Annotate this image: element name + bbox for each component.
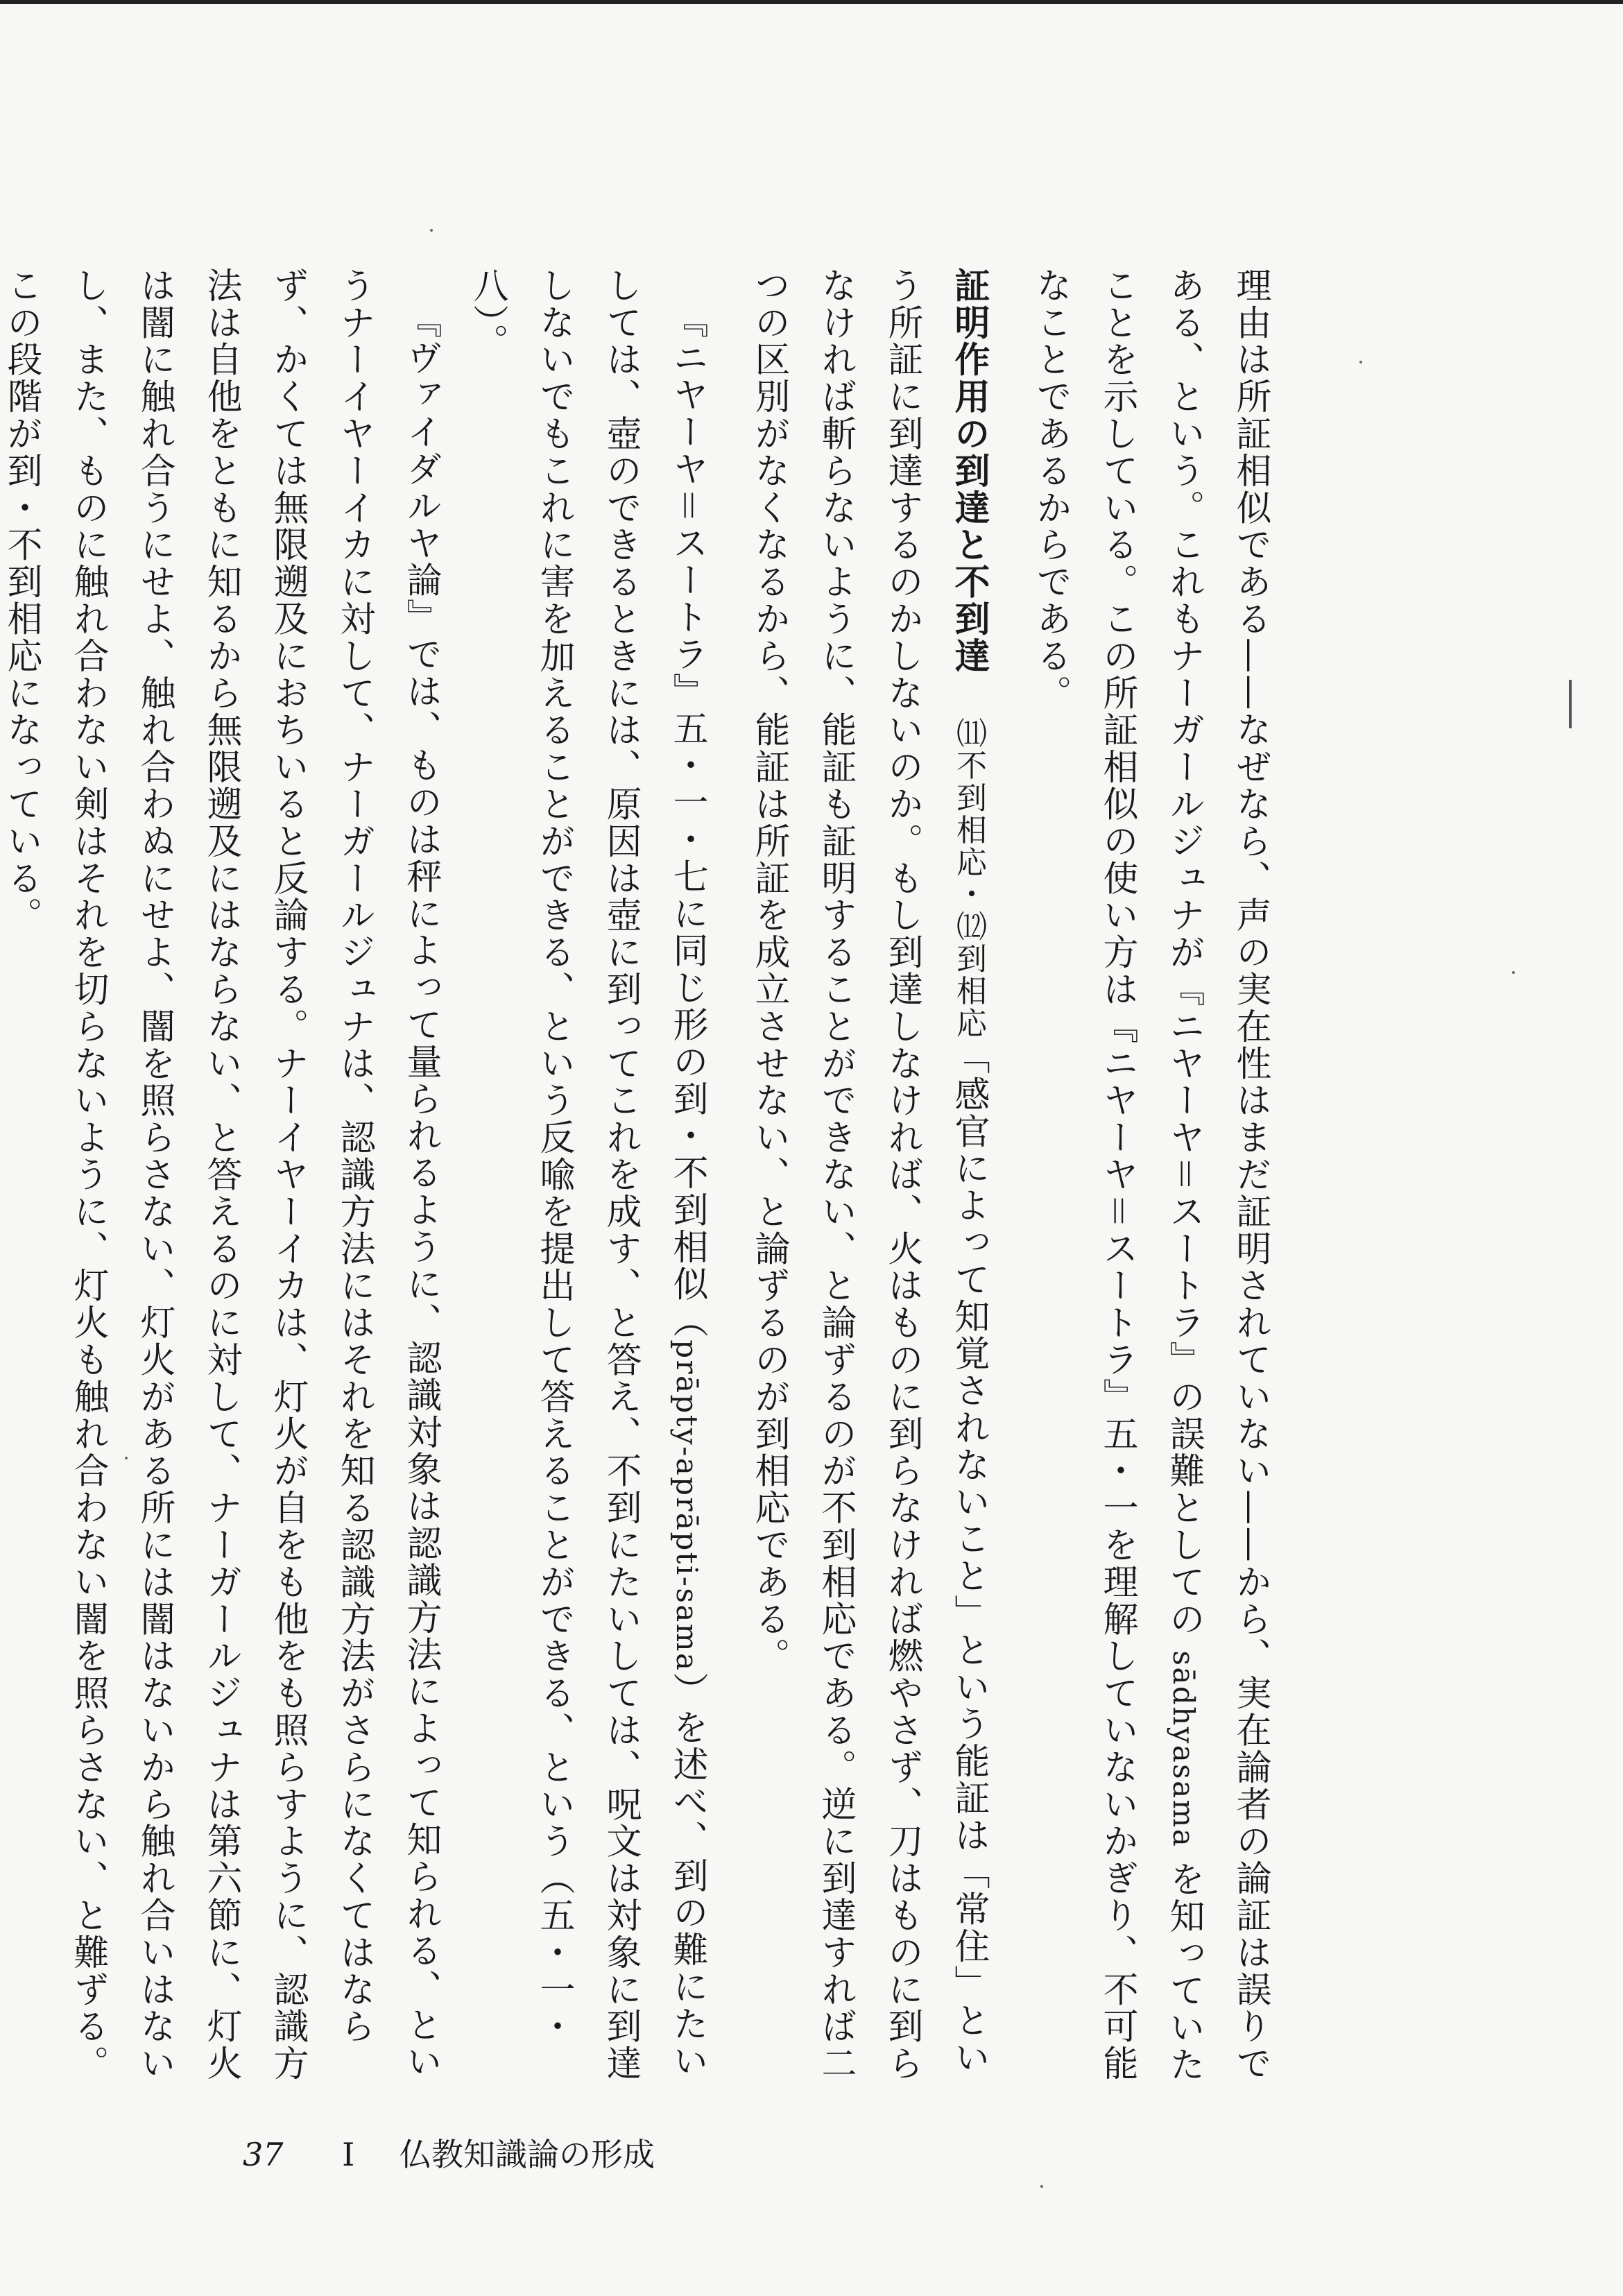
latin-term-prapty: prāpty-aprāpti-sama (670, 1339, 704, 1672)
paper-speck (125, 1457, 128, 1459)
chapter-title: 仏教知識論の形成 (399, 2136, 655, 2173)
chapter-numeral: I (342, 2136, 355, 2173)
paper-speck (1359, 361, 1362, 363)
section-heading (735, 267, 1002, 2091)
paper-speck (1512, 971, 1515, 974)
paper-speck (430, 229, 433, 232)
vertical-text-body (1, 267, 1283, 2091)
heading-title: 証明作用の到達と不到達 (948, 267, 989, 675)
paragraph-3: 『ニヤーヤ＝スートラ』五・一・七に同じ形の到・不到相似（prāpty-aprāpti-sama）を述べ、到の難にたいしては、壺のできるときには、原因は壺に到ってこれを成す、と答え、不到にたいしては、呪文は対象に到達しないでもこれに害を加えることができる、という反喩を提出して答えることができる、という（五・一・八）。 (467, 267, 707, 2082)
paper-speck (1040, 2185, 1043, 2188)
heading-subtitle: ⑾不到相応・⑿到相応 (951, 717, 986, 1039)
top-border (0, 0, 1623, 4)
margin-mark (1569, 680, 1572, 728)
paragraph-4: 『ヴァイダルヤ論』では、ものは秤によって量られるように、認識対象は認識方法によって知られる、というナーイヤーイカに対して、ナーガールジュナは、認識方法にはそれを知る認識方法がさらになくてはならず、かくては無限遡及におちいると反論する。ナーイヤーイカは、灯火が自をも他をも照らすように、認識方法は自他をともに知るから無限遡及にはならない、と答えるのに対して、ナーガールジュナは第六節に、灯火は闇に触れ合うにせよ、触れ合わぬにせよ、闇を照らさない、灯火がある所には闇はないから触れ合いはないし、また、ものに触れ合わない剣はそれを切らないように、灯火も触れ合わない闇を照らさない、と難ずる。この段階が到・不到相応になっている。 (1, 267, 441, 2082)
page-number: 37 (243, 2136, 284, 2173)
paragraph-1: 理由は所証相似である——なぜなら、声の実在性はまだ証明されていない——から、実在論者の論証は誤りである、という。これもナーガールジュナが『ニヤーヤ＝スートラ』の誤難としての sādhyasama を知っていたことを示している。この所証相似の使い方は『ニヤーヤ＝スートラ』五・一を理解していないかぎり、不可能なことであるからである。 (1030, 267, 1271, 2084)
paragraph-2: 「感官によって知覚されないこと」という能証は「常住」という所証に到達するのかしないのか。もし到達しなければ、火はものに到らなければ燃やさず、刀はものに到らなければ斬らないように、能証も証明することができない、と論ずるのが不到相応である。逆に到達すれば二つの区別がなくなるから、能証は所証を成立させない、と論ずるのが到相応である。 (748, 267, 989, 2082)
latin-term-sadhyasama: sādhyasama (1167, 1650, 1201, 1849)
page-footer (243, 2130, 655, 2175)
